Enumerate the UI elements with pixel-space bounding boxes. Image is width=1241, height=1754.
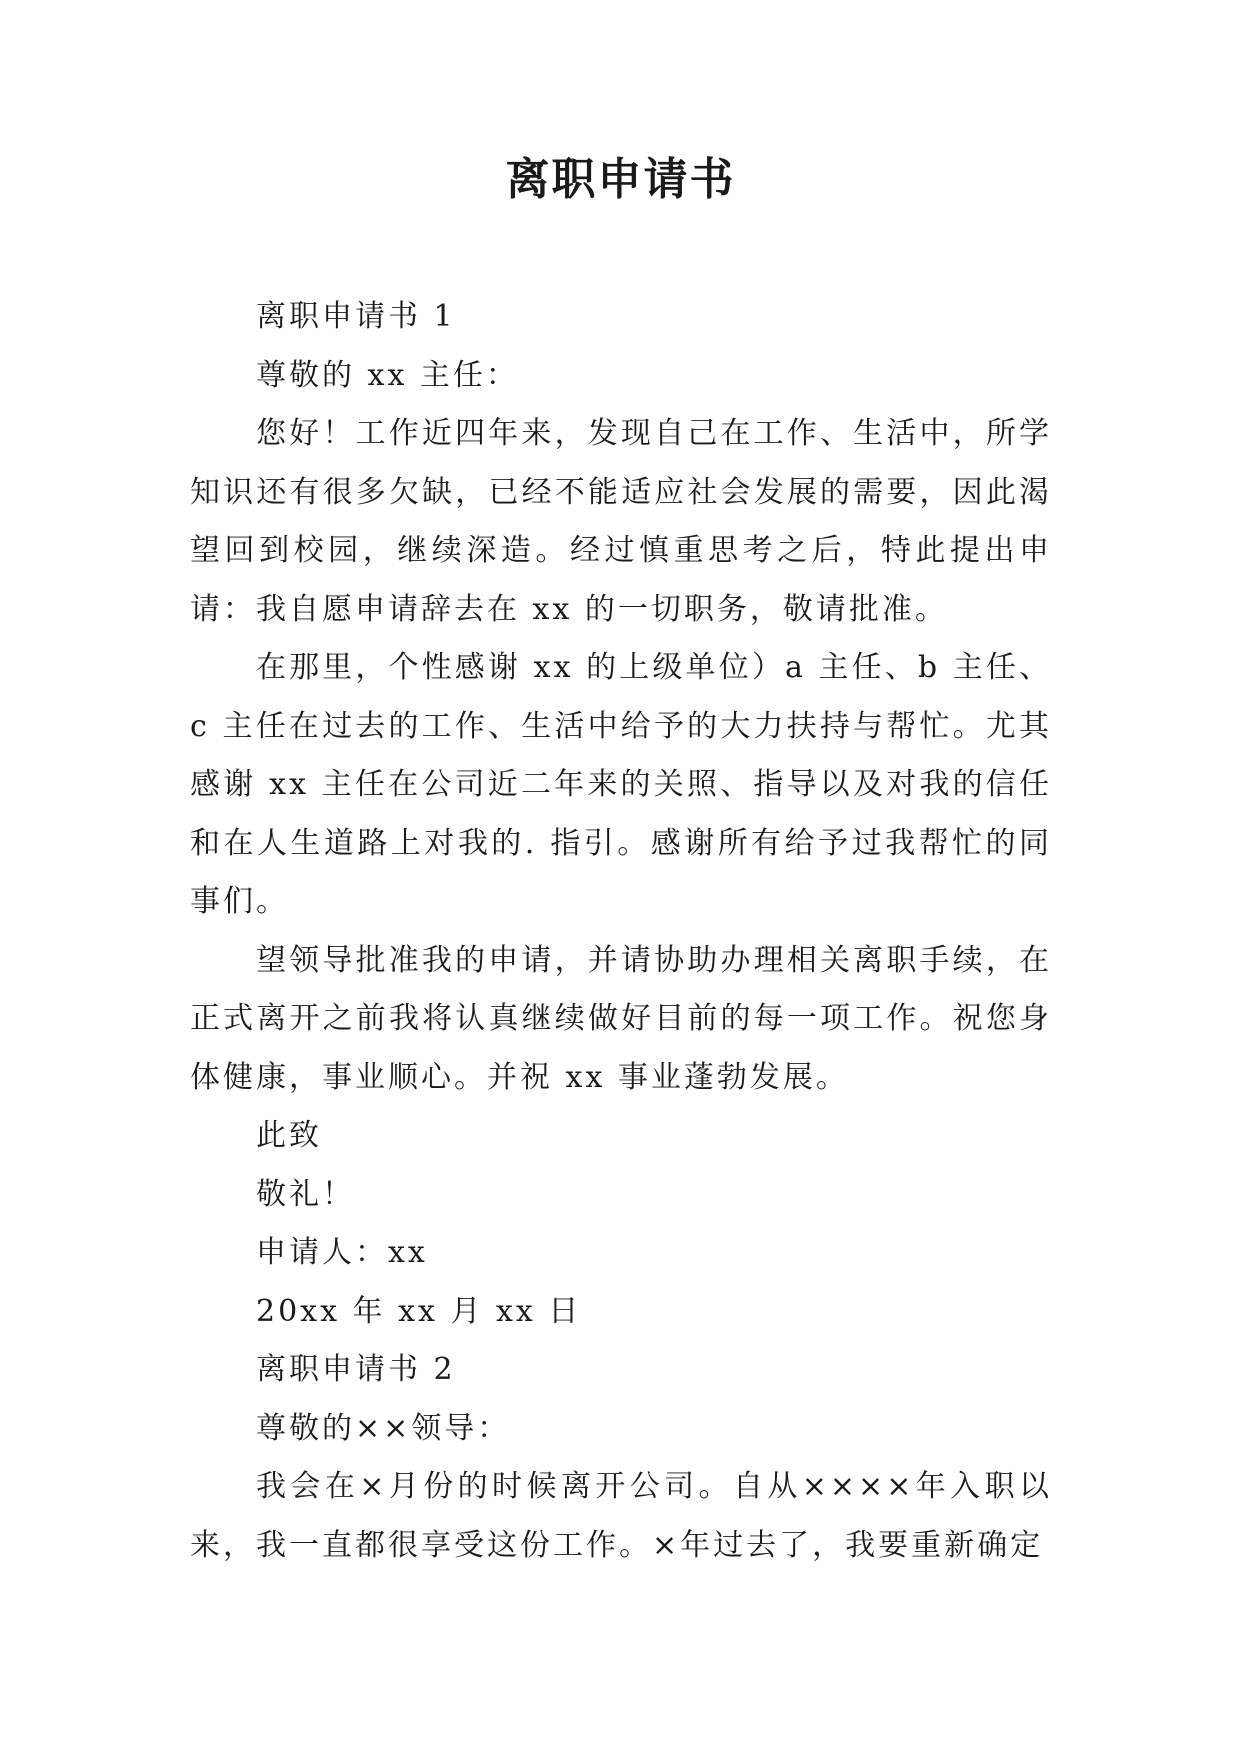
closing-regards: 敬礼！ xyxy=(256,1176,355,1212)
salutation-2: 尊敬的××领导： xyxy=(256,1410,511,1446)
date-line: 20xx 年 xx 月 xx 日 xyxy=(256,1293,582,1329)
section-heading-1: 离职申请书 1 xyxy=(256,299,456,334)
body-paragraph: 我会在×月份的时候离开公司。自从××××年入职以来，我一直都很享受这份工作。×年过去了，我要重新确定 xyxy=(190,1469,1052,1563)
document-body xyxy=(190,288,1052,1575)
section-heading-2: 离职申请书 2 xyxy=(256,1352,456,1387)
applicant-line: 申请人：xx xyxy=(256,1235,428,1270)
body-paragraph: 在那里，个性感谢 xx 的上级单位）a 主任、b 主任、c 主任在过去的工作、生活中给予的大力扶持与帮忙。尤其感谢 xx 主任在公司近二年来的关照、指导以及对我的信任和在人生道路上对我的. 指引。感谢所有给予过我帮忙的同事们。 xyxy=(190,650,1052,919)
body-paragraph: 您好！工作近四年来，发现自己在工作、生活中，所学知识还有很多欠缺，已经不能适应社会发展的需要，因此渴望回到校园，继续深造。经过慎重思考之后，特此提出申请：我自愿申请辞去在 xx 的一切职务，敬请批准。 xyxy=(190,416,1052,627)
salutation-1: 尊敬的 xx 主任： xyxy=(256,357,519,393)
document-title: 离职申请书 xyxy=(505,154,736,205)
closing-phrase: 此致 xyxy=(256,1118,322,1153)
body-paragraph: 望领导批准我的申请，并请协助办理相关离职手续，在正式离开之前我将认真继续做好目前的每一项工作。祝您身体健康，事业顺心。并祝 xx 事业蓬勃发展。 xyxy=(190,942,1052,1095)
